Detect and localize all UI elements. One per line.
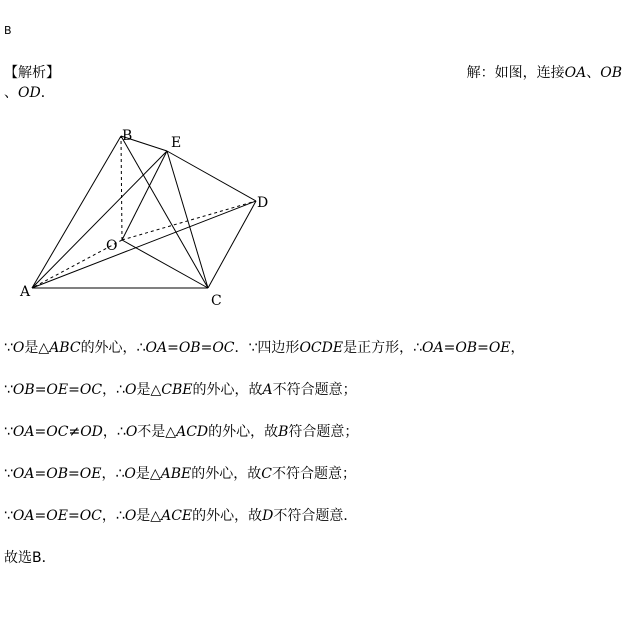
point-label-O: O [106,238,118,254]
math-term: O [124,466,136,482]
segment-od: OD [18,85,41,101]
text-segment: = [68,382,80,398]
edge-OE [122,151,167,240]
reasoning-line-1 [4,337,525,357]
edge-DC [208,201,256,288]
text-segment: 是△ [135,466,161,482]
math-term: ACD [176,424,209,440]
math-term: OA [422,340,444,356]
period: ． [40,85,55,101]
text-segment: ≠ [68,424,81,440]
text-segment: 符合题意； [288,424,359,440]
text-segment: = [477,340,489,356]
text-segment: = [67,508,80,524]
text-segment: ∵ [4,340,13,356]
math-term: OA [12,424,35,440]
math-term: A [262,382,273,398]
text-segment: 不是△ [137,424,177,440]
math-term: OA [145,340,168,356]
reasoning-line-3 [4,421,358,441]
segment-oa: OA [564,65,587,81]
reasoning-line-5 [4,505,357,525]
edge-AE [32,151,167,288]
math-term: C [261,466,272,482]
text-segment: = [34,382,47,398]
math-term: OE [488,340,511,356]
math-term: ABE [160,466,192,482]
segment-ob: OB [600,65,622,81]
text-segment: ，∴ [102,424,126,440]
conclusion-text: 故选B． [4,550,56,566]
math-term: D [262,508,274,524]
text-segment: 是△ [24,340,50,356]
math-term: ACE [161,508,193,524]
text-segment: 不符合题意； [271,466,356,482]
math-term: CBE [161,382,193,398]
text-segment: 不符合题意； [272,382,357,398]
math-term: OE [46,508,68,524]
math-term: OB [178,340,201,356]
text-segment: = [443,340,456,356]
text-segment: = [34,508,47,524]
text-segment: 的外心，故 [192,508,263,524]
reasoning-line-4 [4,463,356,483]
text-segment: 不符合题意． [273,508,358,524]
text-segment: = [34,424,47,440]
text-segment: ，∴ [101,508,125,524]
text-segment: = [167,340,179,356]
reasoning-line-2 [4,379,357,399]
math-term: O [125,424,138,440]
math-term: OD [80,424,103,440]
text-segment: ，∴ [102,382,125,398]
math-term: OA [12,508,35,524]
separator: 、 [4,85,18,101]
text-segment: ∵ [4,382,13,398]
math-term: O [12,340,25,356]
text-segment: 是△ [136,508,162,524]
point-label-C: C [211,293,222,309]
text-segment: = [68,466,80,482]
point-label-E: E [171,135,182,151]
math-term: OE [79,466,102,482]
edge-EC [167,151,208,288]
text-segment: 的外心，∴ [80,340,146,356]
math-term: ABC [49,340,81,356]
math-term: O [124,382,137,398]
text-segment: ， [510,340,525,356]
math-term: OC [79,508,102,524]
edge-OD-dashed [122,201,256,240]
math-term: OC [79,382,103,398]
edge-AD [32,201,256,288]
analysis-label: 【解析】 [4,65,60,81]
intro-text: 解：如图，连接 [466,65,565,81]
text-segment: ∵ [4,508,13,524]
separator: 、 [586,65,601,81]
text-segment: = [34,466,47,482]
math-term: OA [12,466,35,482]
math-term: B [278,424,289,440]
point-label-D: D [257,195,269,211]
text-segment: 的外心，故 [192,382,263,398]
text-segment: ∵ [4,466,13,482]
text-segment: ．∵四边形 [234,340,300,356]
edge-AB [32,136,121,288]
edge-BC [121,136,208,288]
text-segment: = [200,340,213,356]
math-term: OCDE [299,340,344,356]
answer-text: B [4,24,12,37]
edge-ED [167,151,256,201]
math-term: OC [212,340,235,356]
point-label-A: A [20,284,31,300]
text-segment: 是△ [136,382,162,398]
text-segment: 的外心，故 [208,424,279,440]
math-term: OE [46,382,69,398]
math-term: OB [46,466,69,482]
point-label-B: B [122,128,133,144]
text-segment: 是正方形，∴ [343,340,422,356]
math-term: O [124,508,137,524]
math-term: OB [455,340,478,356]
edge-OC [122,240,208,288]
math-term: OB [12,382,35,398]
text-segment: 的外心，故 [191,466,262,482]
edge-OB-dashed [121,136,122,240]
text-segment: ∵ [4,424,13,440]
math-term: OC [46,424,69,440]
text-segment: ，∴ [101,466,125,482]
